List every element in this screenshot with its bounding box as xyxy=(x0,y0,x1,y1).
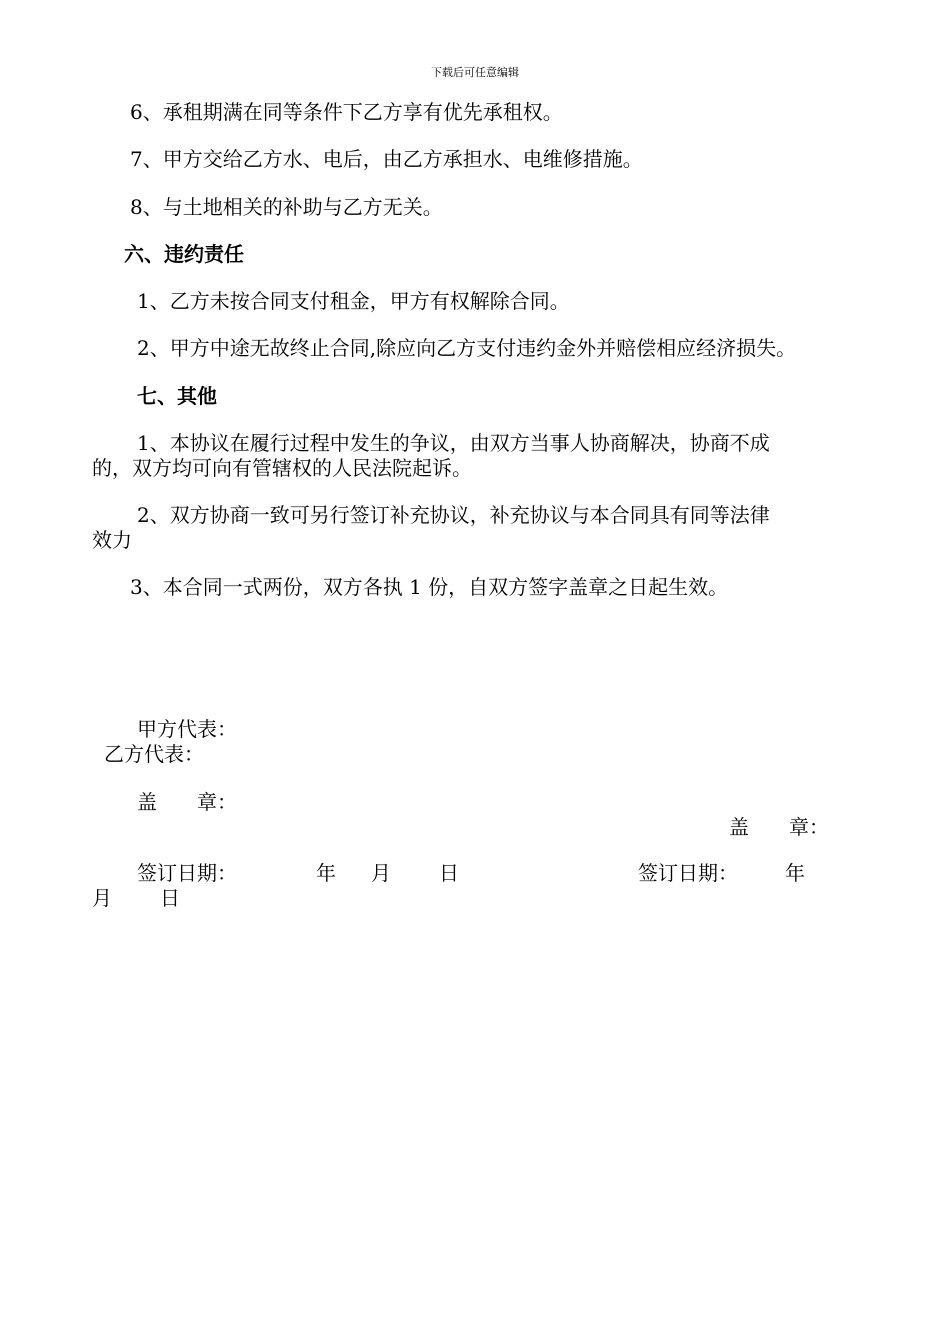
party-b-date-label: 签订日期： xyxy=(638,861,738,885)
party-b-date-day: 日 xyxy=(160,886,180,910)
party-b-seal-label: 盖 章： xyxy=(729,815,829,839)
party-a-date-day: 日 xyxy=(439,861,459,885)
section-6-heading: 六、违约责任 xyxy=(124,242,244,266)
party-a-date-month: 月 xyxy=(371,861,391,885)
section-7-clause-2-line-1: 2、双方协商一致可另行签订补充协议，补充协议与本合同具有同等法律 xyxy=(137,503,770,527)
clause-7: 7、甲方交给乙方水、电后，由乙方承担水、电维修措施。 xyxy=(130,147,643,171)
party-b-date-year: 年 xyxy=(785,861,805,885)
page-header-note: 下载后可任意编辑 xyxy=(431,66,519,79)
section-6-clause-2: 2、甲方中途无故终止合同,除应向乙方支付违约金外并赔偿相应经济损失。 xyxy=(137,336,797,360)
section-7-clause-3: 3、本合同一式两份，双方各执 1 份，自双方签字盖章之日起生效。 xyxy=(130,575,729,599)
party-a-seal-label: 盖 章： xyxy=(137,790,237,814)
party-a-date-label: 签订日期： xyxy=(137,861,237,885)
clause-6: 6、承租期满在同等条件下乙方享有优先承租权。 xyxy=(130,100,563,124)
section-6-clause-1: 1、乙方未按合同支付租金，甲方有权解除合同。 xyxy=(137,289,570,313)
party-b-date-month: 月 xyxy=(92,886,112,910)
party-a-representative-label: 甲方代表： xyxy=(137,717,237,741)
section-7-clause-1-line-1: 1、本协议在履行过程中发生的争议，由双方当事人协商解决，协商不成 xyxy=(137,431,770,455)
clause-8: 8、与土地相关的补助与乙方无关。 xyxy=(130,195,443,219)
party-a-date-year: 年 xyxy=(316,861,336,885)
party-b-representative-label: 乙方代表： xyxy=(104,742,204,766)
section-7-clause-1-line-2: 的，双方均可向有管辖权的人民法院起诉。 xyxy=(92,456,472,480)
section-7-heading: 七、其他 xyxy=(137,384,217,408)
section-7-clause-2-line-2: 效力 xyxy=(92,528,132,552)
